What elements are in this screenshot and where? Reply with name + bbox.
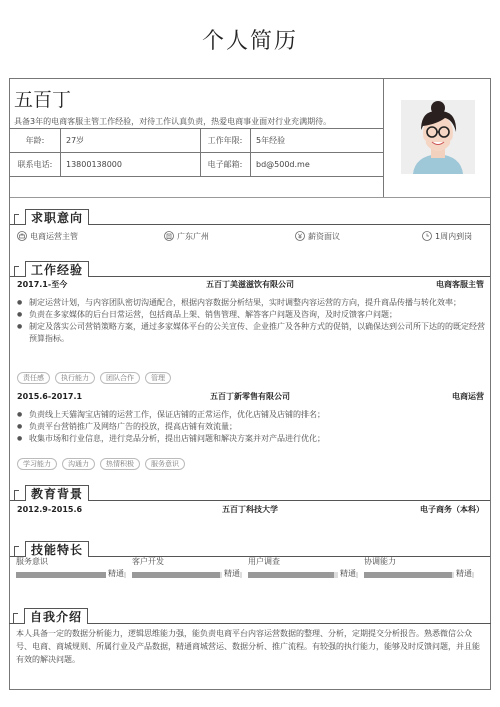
section-self — [9, 608, 491, 624]
section-education-title: 教育背景 — [25, 485, 89, 501]
skill-name: 用户调查 — [248, 557, 280, 566]
education-major: 电子商务（本科） — [420, 505, 484, 514]
job-2-header — [10, 390, 490, 404]
skill-level: 精通 — [224, 569, 240, 578]
skill-name: 协调能力 — [364, 557, 396, 566]
skill-item — [132, 556, 242, 580]
skill-item — [16, 556, 126, 580]
self-intro-text: 本人具备一定的数据分析能力，逻辑思维能力强，能负责电商平台内容运营数据的整理、分析，定期提交分析报告。熟悉微信公众号、电商、商城规则、所属行业及产品数据，精通商城营运、数据分析、推广流程。有较强的执行能力，能够及时反馈问题，并且能有效的解决问题。 — [16, 629, 480, 664]
list-item: ● 收集市场和行业信息，进行竞品分析，提出店铺问题和解决方案并对产品进行优化； — [17, 433, 487, 445]
phone-label: 联系电话: — [17, 160, 53, 169]
job-1-date: 2017.1-至今 — [17, 280, 68, 289]
skill-item — [364, 556, 474, 580]
skill-tag: 热情积极 — [100, 458, 140, 470]
age-value: 27岁 — [66, 136, 85, 145]
skill-level: 精通 — [340, 569, 356, 578]
money-icon — [295, 231, 305, 241]
profile-row-contact — [10, 152, 384, 176]
profile-name: 五百丁 — [14, 89, 72, 111]
skill-tag: 服务意识 — [145, 458, 185, 470]
list-item: ● 负责在多家媒体的后台日常运营，包括商品上架、销售管理、解答客户问题及咨询，及时反馈客户问题； — [17, 309, 487, 321]
intent-salary — [295, 230, 340, 244]
section-skills-title: 技能特长 — [25, 541, 89, 557]
skill-bar — [364, 572, 452, 578]
list-item: ● 负责平台营销推广及网络广告的投放，提高店铺有效流量； — [17, 421, 487, 433]
job-1-tags — [17, 365, 176, 382]
job-2-company: 五百丁新零售有限公司 — [210, 392, 290, 401]
skill-tag: 管理 — [145, 372, 171, 384]
resume-title: 个人简历 — [201, 29, 298, 54]
email-label: 电子邮箱: — [207, 160, 243, 169]
job-1-company: 五百丁美滋滋饮有限公司 — [206, 280, 294, 289]
skill-name: 服务意识 — [16, 557, 48, 566]
years-value: 5年经验 — [256, 136, 286, 145]
skill-bar — [248, 572, 334, 578]
intent-position-text: 电商运营主管 — [30, 232, 78, 241]
job-2-tags — [17, 451, 190, 468]
education-date: 2012.9-2015.6 — [17, 505, 83, 514]
email-value: bd@500d.me — [256, 160, 310, 169]
years-label: 工作年限: — [207, 136, 243, 145]
profile-photo — [401, 100, 475, 174]
skill-level: 精通 — [108, 569, 124, 578]
section-intent — [10, 209, 490, 225]
section-intent-title: 求职意向 — [25, 209, 89, 225]
profile-block — [10, 79, 384, 197]
resume-frame — [9, 78, 491, 690]
phone-value: 13800138000 — [66, 160, 122, 169]
age-label: 年龄: — [25, 136, 45, 145]
profile-intro: 具备3年的电商客服主管工作经验，对待工作认真负责，热爱电商事业面对行业充满期待。 — [14, 117, 332, 126]
section-experience-title: 工作经验 — [25, 261, 89, 277]
intent-arrival-text: 1周内到岗 — [435, 232, 473, 241]
section-experience — [10, 261, 490, 277]
skill-tag: 团队合作 — [100, 372, 140, 384]
skill-name: 客户开发 — [132, 557, 164, 566]
profile-row-age — [10, 128, 384, 152]
list-item: ● 制定运营计划，与内容团队密切沟通配合，根据内容数据分析结果，实时调整内容运营的方向，提升商品传播与转化效率； — [17, 297, 487, 309]
skill-tag: 责任感 — [17, 372, 50, 384]
briefcase-icon — [17, 231, 27, 241]
skill-tag: 执行能力 — [55, 372, 95, 384]
job-1-title: 电商客服主管 — [436, 280, 484, 289]
skill-tag: 沟通力 — [62, 458, 95, 470]
job-1-bullets — [17, 297, 487, 345]
skill-level: 精通 — [456, 569, 472, 578]
job-2-date: 2015.6-2017.1 — [17, 392, 83, 401]
section-self-title: 自我介绍 — [24, 608, 88, 624]
skill-bar — [132, 572, 220, 578]
intent-position — [17, 230, 78, 244]
job-2-bullets — [17, 409, 487, 445]
intent-arrival — [422, 230, 472, 244]
education-row — [10, 503, 490, 517]
job-2-title: 电商运营 — [452, 392, 484, 401]
skill-item — [248, 556, 358, 580]
list-item: ● 制定及落实公司营销策略方案，通过多家媒体平台的公关宣传、企业推广及各种方式的促销，以确保达到公司所下达的的既定经营预算指标。 — [17, 321, 487, 345]
intent-city — [164, 230, 209, 244]
clock-icon — [422, 231, 432, 241]
intent-city-text: 广东广州 — [177, 232, 209, 241]
skill-bar — [16, 572, 110, 578]
building-icon — [164, 231, 174, 241]
skill-tag: 学习能力 — [17, 458, 57, 470]
intent-salary-text: 薪资面议 — [308, 232, 340, 241]
section-skills — [10, 541, 490, 557]
list-item: ● 负责线上天猫淘宝店铺的运营工作，保证店铺的正常运作，优化店铺及店铺的排名； — [17, 409, 487, 421]
job-1-header — [10, 278, 490, 292]
education-school: 五百丁科技大学 — [222, 505, 278, 514]
section-education — [10, 485, 490, 501]
